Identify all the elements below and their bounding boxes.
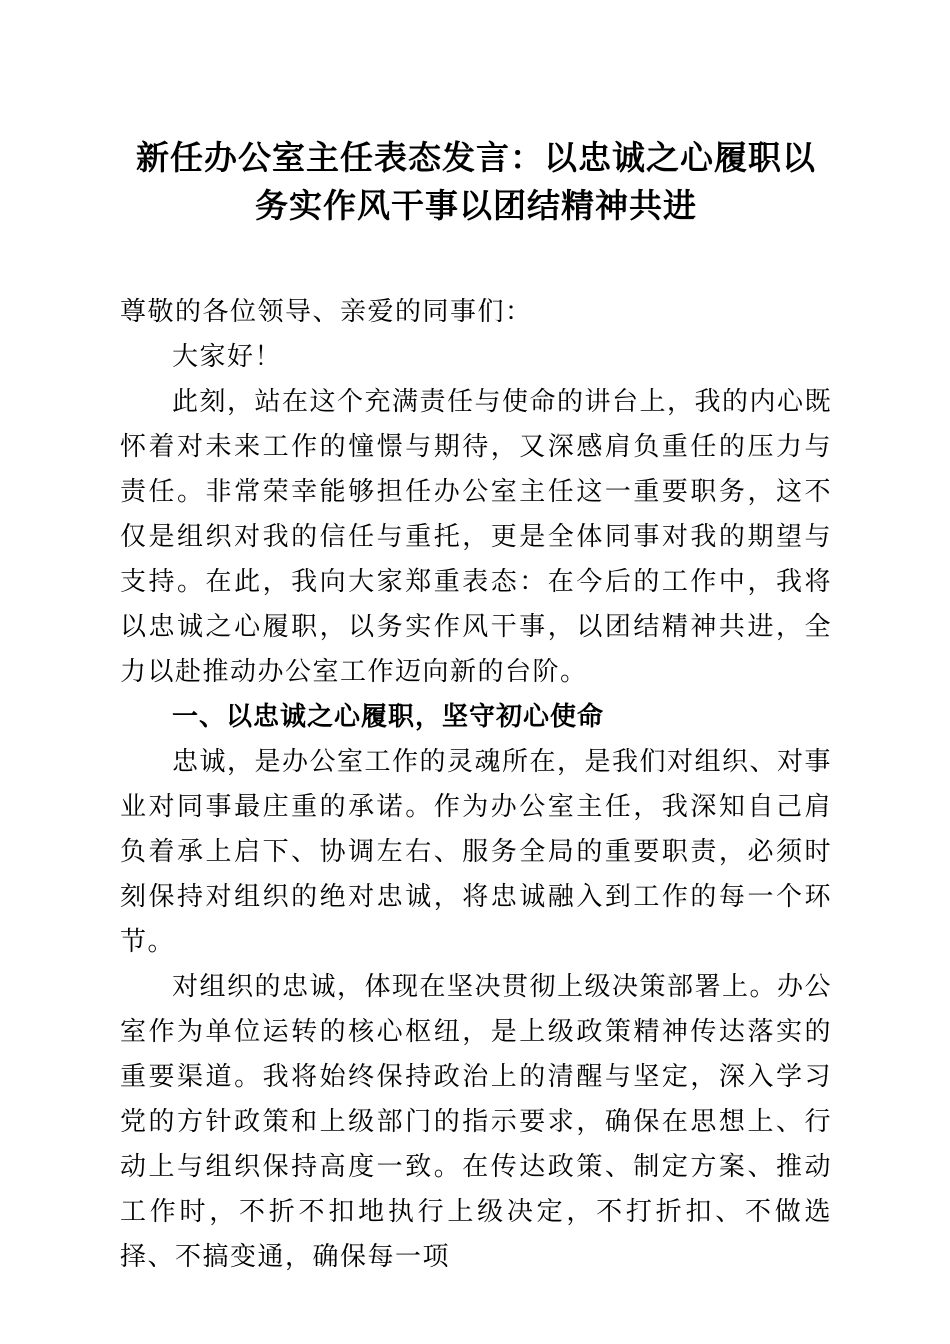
paragraph-salutation: 尊敬的各位领导、亲爱的同事们：: [120, 297, 533, 326]
paragraph-loyalty-implementation: 对组织的忠诚，体现在坚决贯彻上级决策部署上。办公室作为单位运转的核心枢纽，是上级政策精神传达落实的重要渠道。我将始终保持政治上的清醒与坚定，深入学习党的方针政策和上级部门的指示要求，确保在思想上、行动上与组织保持高度一致。在传达政策、制定方案、推动工作时，不折不扣地执行上级决定，不打折扣、不做选择、不搞变通，确保每一项: [120, 972, 833, 1271]
section-heading-1: 一、以忠诚之心履职，坚守初心使命: [172, 701, 605, 731]
paragraph-loyalty-commitment: 忠诚，是办公室工作的灵魂所在，是我们对组织、对事业对同事最庄重的承诺。作为办公室主任，我深知自己肩负着承上启下、协调左右、服务全局的重要职责，必须时刻保持对组织的绝对忠诚，将忠诚融入到工作的每一个环节。: [120, 747, 833, 956]
paragraph-opening-statement: 此刻，站在这个充满责任与使命的讲台上，我的内心既怀着对未来工作的憧憬与期待，又深感肩负重任的压力与责任。非常荣幸能够担任办公室主任这一重要职务，这不仅是组织对我的信任与重托，更是全体同事对我的期望与支持。在此，我向大家郑重表态：在今后的工作中，我将以忠诚之心履职，以务实作风干事，以团结精神共进，全力以赴推动办公室工作迈向新的台阶。: [120, 387, 833, 686]
paragraph-greeting: 大家好！: [172, 342, 283, 371]
document-title: 新任办公室主任表态发言：以忠诚之心履职以务实作风干事以团结精神共进: [136, 141, 816, 225]
